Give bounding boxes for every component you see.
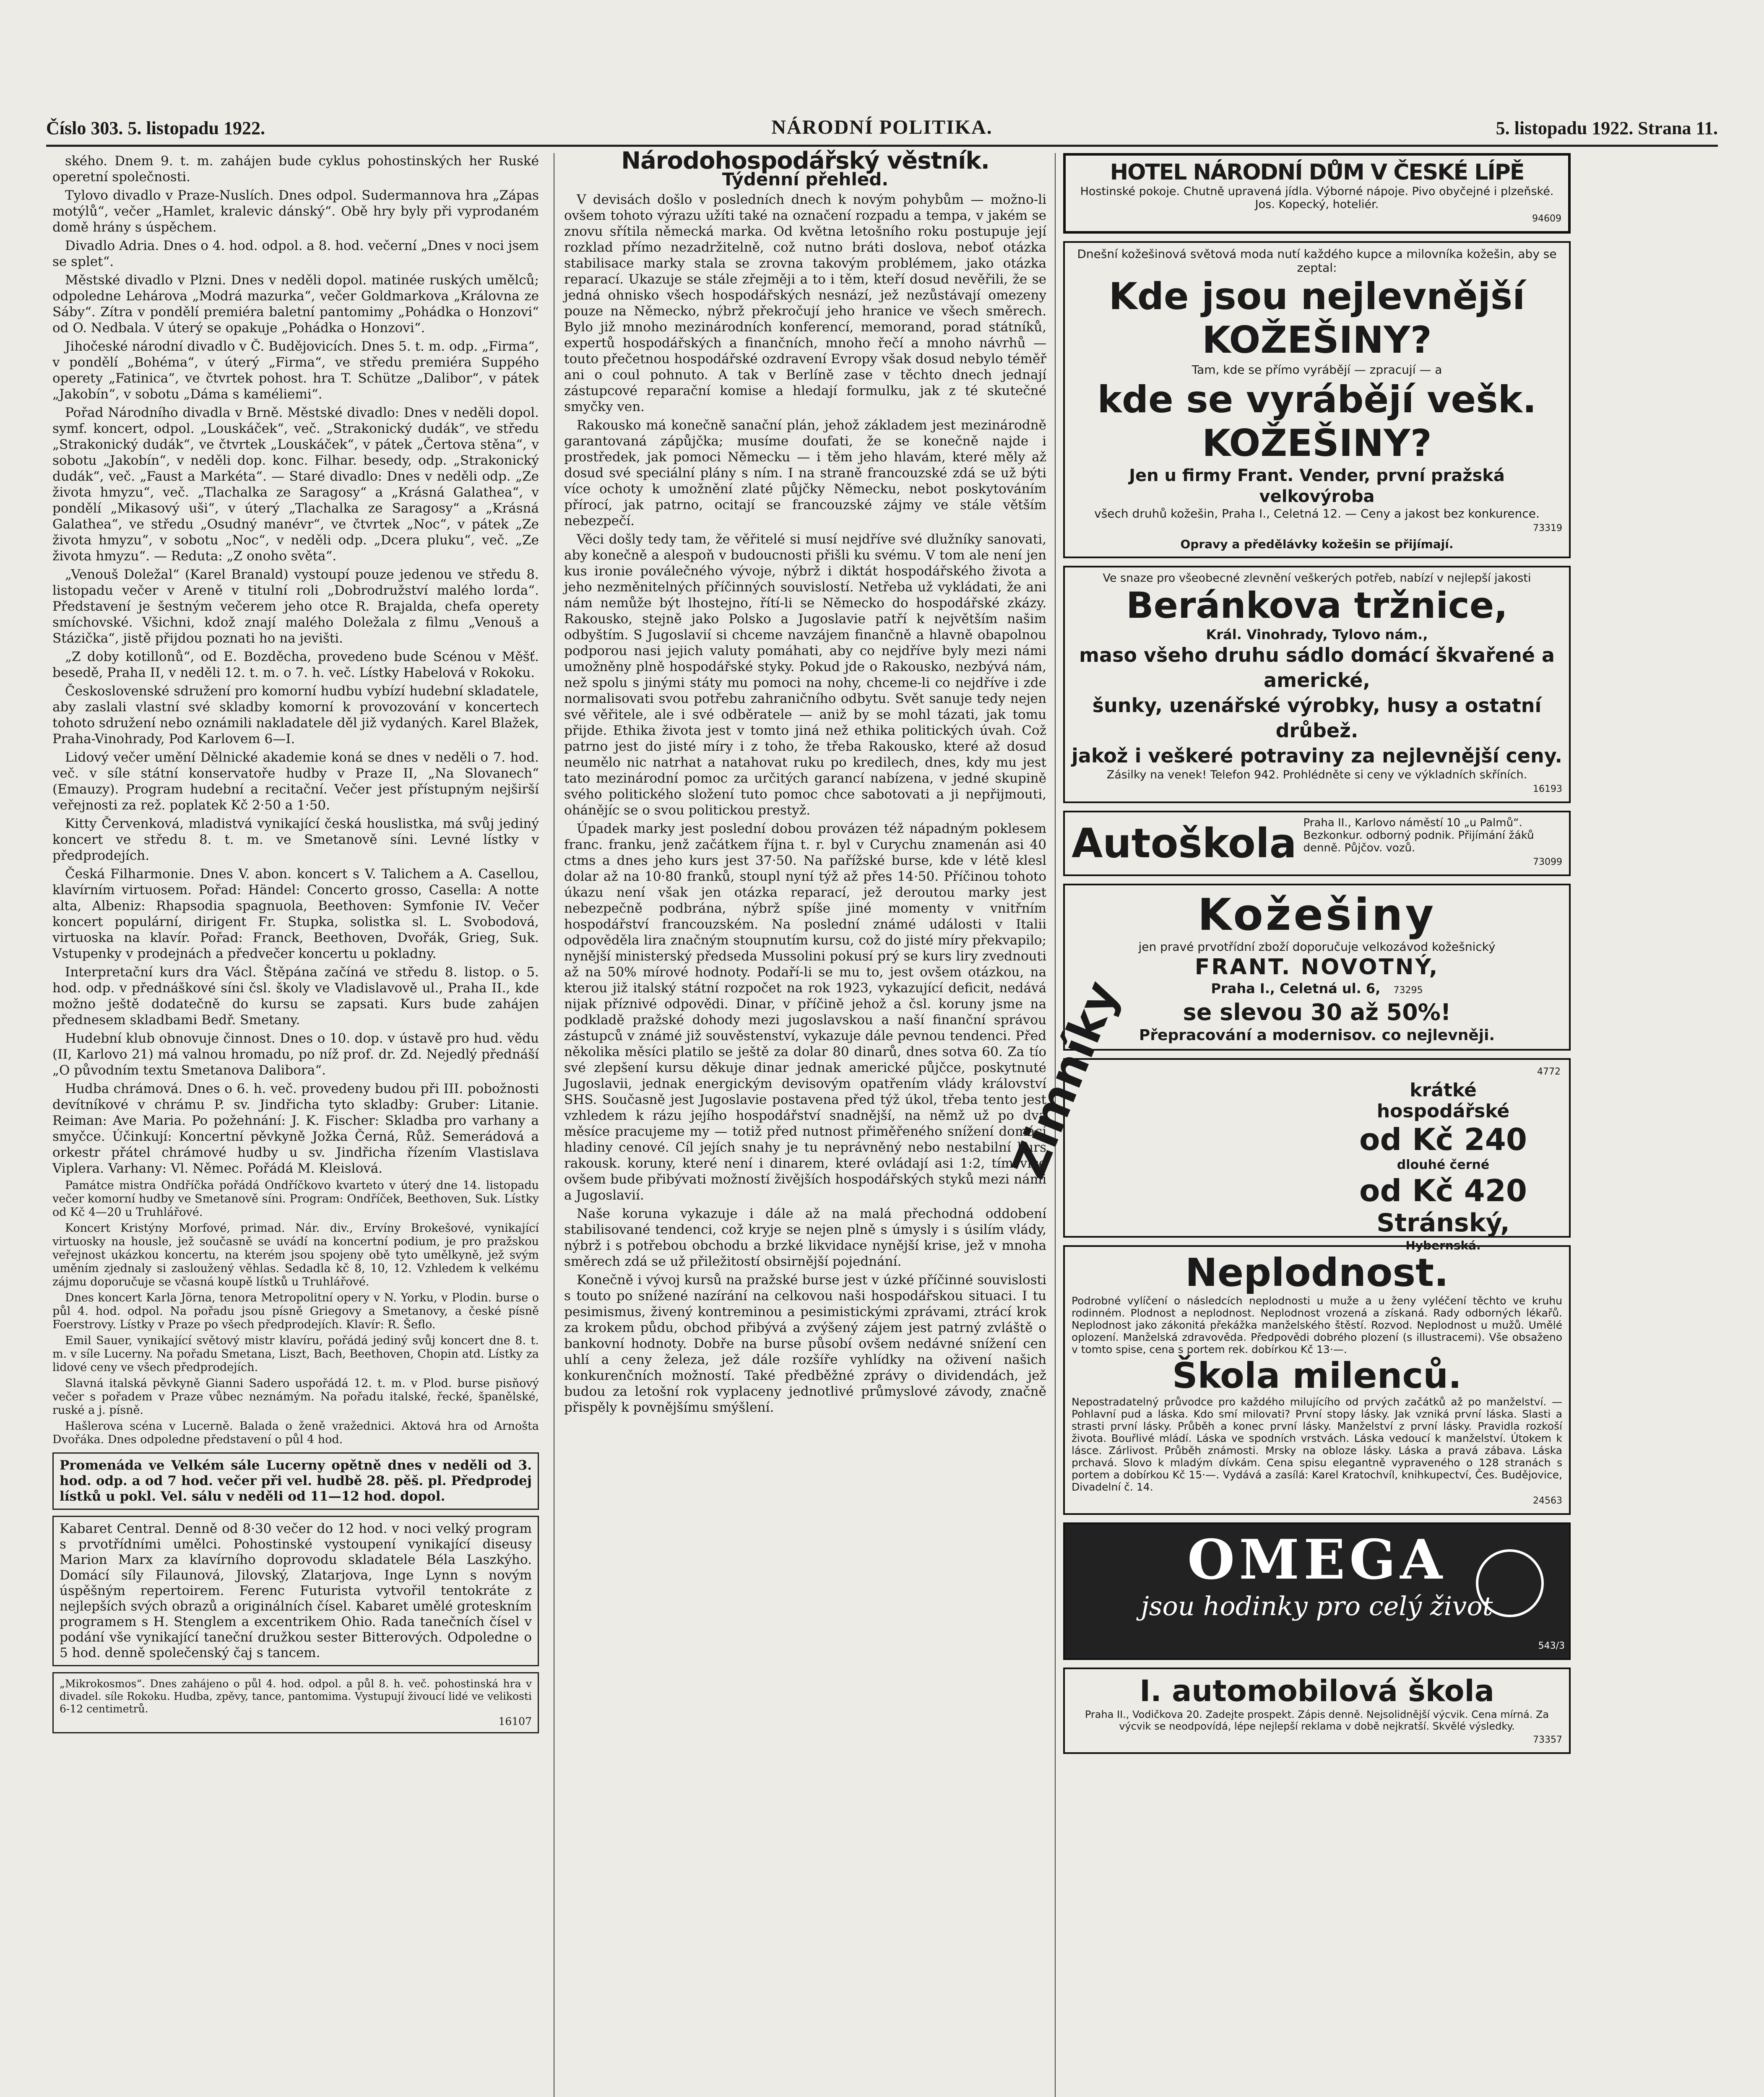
ad-text: Podrobné vylíčení o následcích neplodnosti u muže a u ženy vyléčení těchto ve kruhu rodinném. Plodnost a neplodnost. Neplodnost vrozená a získaná. Rady odborných lékařů. Neplodnost jako zákonitá překážka manželského štěstí. Rozvod. Neplodnost u mužů. Umělé oplození. Manželská zdravověda. Předpovědi dobrého plození (s illustracemi). Vše obsaženo v tomto spise, cena s portem rek. dobírkou Kč 13·—.: [1072, 1295, 1562, 1356]
header-rule: [46, 145, 1718, 147]
article-para: V devisách došlo v posledních dnech k novým pohybům — možno-li ovšem tohoto výrazu užíti také na označení rozpadu a tempa, v jakém se znovu sřítila německá marka. Od května letošního roku postupuje její rozklad přímo nezadržitelně, což nutno bráti doslova, neboť otázka stabilisace marky stala se zrovna takovým problémem, jako otázka reparací. Ukazuje se stále zřejměji a to i těm, kteří dosud nevěřili, že se jedná ohnisko všech hospodářských nesnází, jež nezůstávají omezeny pouze na Německo, nýbrž překročují jeho hranice ve všech směrech. Bylo již mnoho mezinárodních konferencí, memorand, porad státníků, expertů hospodářských a finančních, mnoho řečí a mnoho návrhů — touto přečetnou hospodářské ozdravení Evropy však dosud nebylo téměř ani o coul pohnuto. A tak v Berlíně zase v těchto dnech jednají zástupcové reparační komise a hledají formulku, jak z té skutečné smyčky ven.: [564, 192, 1046, 414]
ad-intro: Ve snaze pro všeobecné zlevnění veškerých potřeb, nabízí v nejlepší jakosti: [1103, 572, 1531, 585]
article-para: Konečně i vývoj kursů na pražské burse jest v úzké příčinné souvislosti s touto po snížené nazírání na celkovou naši hospodářskou situaci. I tu pesimismus, živený kontreminou a pesimistickými zprávami, ztrácí krok za krokem půdu, obchod přibývá a zvýšený zájem jest patrný zvláště o bankovní hodnoty. Dobře na burse působí ovšem nedávné snížení cen uhlí a ceny železa, jež dále rozšíře vyhlídky na oživení našich konkurenčních možností. Také předběžné zprávy o dividendách, jež budou za letošní rok vyplaceny jednotlivé průmyslové závody, značně přispěly k povnějšímu smýšlení.: [564, 1272, 1046, 1415]
article-para: Památce mistra Ondříčka pořádá Ondříčkovo kvarteto v úterý dne 14. listopadu večer komorní hudby ve Smetanově síni. Program: Ondříček, Beethoven, Suk. Lístky od Kč 4—20 u Truhlářové.: [52, 1179, 539, 1219]
article-para: Kitty Červenková, mladistvá vynikající česká houslistka, má svůj jediný koncert ve středu 8. t. m. ve Smetanově síni. Levné lístky v předprodejích.: [52, 816, 539, 863]
ad-text: Tam, kde se přímo vyrábějí — zpracují — a: [1192, 363, 1442, 377]
economy-column: [564, 147, 1046, 2097]
ad-number: 73357: [1533, 1735, 1562, 1745]
ad-intro: Dnešní kožešinová světová moda nutí každého kupce a milovníka kožešin, aby se zeptal:: [1077, 247, 1557, 275]
ad-firm: FRANT. NOVOTNÝ,: [1194, 955, 1439, 980]
culture-column: [52, 153, 539, 2097]
autoskola-ad: [1063, 811, 1571, 876]
autoskola-school-ad: [1063, 1668, 1571, 1754]
article-para: „Z doby kotillonů“, od E. Bozděcha, provedeno bude Scénou v Měšť. besedě, Praha II, v neděli 12. t. m. o 7. h. več. Lístky Habelová v Rokoku.: [52, 649, 539, 680]
mikrokosmos-notice: [52, 1672, 539, 1733]
kabaret-notice: Kabaret Central. Denně od 8·30 večer do 12 hod. v noci velký program s prvotřídními umělci. Pohostinské vystoupení vynikající diseusy Marion Marx za klavírního doprovodu skladatele Béla Laszkýho. Domácí síly Filaunová, Jilovský, Zlatarjova, Inge Lynn s novým úspěšným repertoirem. Ferenc Futurista vytvořil tentokráte z nejlepších svých obrazů a originálních čísel. Kabaret umělé groteskním programem s H. Stenglem a excentrikem Ohio. Rada tanečních čísel v podání vše vynikající taneční družkou sester Bitterových. Odpoledne o 5 hod. denně společenský čaj s tancem.: [52, 1516, 539, 1666]
article-para: Rakousko má konečně sanační plán, jehož základem jest mezinárodně garantovaná zápůjčka; musíme doufati, že se konečně najde i prostředek, jak pomoci Německu — i těm jeho hlavám, které měly až dosud své speciální plány s ním. I na straně francouzské zdá se už býti více ochoty k umožnění zlaté půjčky Německu, nebot poskytováním přírocí, jak patrno, ocitají se francouzské zájmy ve stále větším nebezpečí.: [564, 418, 1046, 528]
ad-number: 24563: [1533, 1496, 1562, 1506]
ad-number: 4772: [1537, 1067, 1561, 1077]
article-para: Hašlerova scéna v Lucerně. Balada o ženě vražednici. Aktová hra od Arnošta Dvořáka. Dnes odpoledne představení o půl 4 hod.: [52, 1420, 539, 1446]
ad-title: Neplodnost.: [1185, 1250, 1449, 1295]
novotny-fur-ad: [1063, 884, 1571, 1051]
article-para: Koncert Kristýny Morfové, primad. Nár. div., Ervíny Brokešové, vynikající virtuosky na housle, jež současně se uvádí na koncertní podium, je pro pražskou veřejnost ukázkou koncertu, na kterém jsou spojeny obě tyto umělkyně, jež svým uměním zjednaly si zasloužený věhlas. Sedadla kč 8, 10, 12. Vzhledem k velkému zájmu doporučuje se včasná koupě lístků u Truhlářové.: [52, 1222, 539, 1288]
ad-text: všech druhů kožešin, Praha I., Celetná 12. — Ceny a jakost bez konkurence.: [1094, 507, 1540, 520]
neplodnost-book-ad: [1063, 1245, 1571, 1515]
article-para: Naše koruna vykazuje i dále až na malá přechodná oddobení stabilisované tendenci, což kryje se nejen plně s úmysly i s úsilím vlády, nýbrž i s potřebou obchodu a brzké likvidace nynější krise, jež v mnoha směrech zdá se už přiležitostí obsirnější pojednání.: [564, 1206, 1046, 1269]
ad-number: 94609: [1532, 213, 1561, 224]
article-para: Emil Sauer, vynikající světový mistr klavíru, pořádá jediný svůj koncert dne 8. t. m. v síle Lucerny. Na pořadu Smetana, Liszt, Bach, Beethoven, Chopin atd. Lístky za lidové ceny ve všech předprodejích.: [52, 1334, 539, 1374]
article-para: ského. Dnem 9. t. m. zahájen bude cyklus pohostinských her Ruské operetní společnosti.: [52, 154, 539, 185]
article-para: Dnes koncert Karla Jörna, tenora Metropolitní opery v N. Yorku, v Plodin. burse o půl 4. hod. odpol. Na pořadu jsou písně Griegovy a Smetanovy, a české písně Foerstrovy. Lístky v Praze po všech předprodejích. Klavír: R. Šeflo.: [52, 1291, 539, 1331]
ad-number: 16193: [1533, 784, 1562, 794]
ad-address-text: Praha I., Celetná ul. 6,: [1211, 981, 1381, 996]
article-para: Interpretační kurs dra Václ. Štěpána začíná ve středu 8. listop. o 5. hod. odp. v přednáškové síni čsl. školy ve Vladislavově ul., Praha II., kde možno ještě dodatečně do kursu se zapsati. Kurs bude zahájen přednesem skladbami Bedř. Smetany.: [52, 965, 539, 1028]
ad-line: šunky, uzenářské výrobky, husy a ostatní drůbež.: [1092, 694, 1542, 742]
article-para: Lidový večer umění Dělnické akademie koná se dnes v neděli o 7. hod. več. v síle státní konservatoře hudby v Praze II, „Na Slovanech“ (Emauzy). Program hudební a recitační. Večer jest přístupným nejširší veřejnosti za rež. poplatek Kč 2·50 a 1·50.: [52, 750, 539, 813]
ad-address: Král. Vinohrady, Tylovo nám.,: [1206, 627, 1428, 643]
ad-body: [1326, 1064, 1561, 1254]
ad-line: krátké: [1410, 1080, 1477, 1101]
ad-line: hospodářské: [1376, 1101, 1510, 1122]
ad-headline: kde se vyrábějí vešk. KOŽEŠINY?: [1097, 378, 1537, 465]
ad-title: I. automobilová škola: [1140, 1674, 1494, 1708]
ad-body: [1303, 817, 1562, 870]
mikrokosmos-text: „Mikrokosmos“. Dnes zahájeno o půl 4. hod. odpol. a půl 8. h. več. pohostinská hra v divadel. síle Rokoku. Hudba, zpěvy, tance, pantomima. Vystupují živoucí lidé ve velikosti 6-12 centimetrů.: [60, 1678, 532, 1715]
article-para: Věci došly tedy tam, že věřitelé si musí nejdříve své dlužníky sanovati, aby konečně a alespoň v budoucnosti přišli ku svému. V tom ale není jen kus ironie poválečného vývoje, nýbrž i diktát hospodářského života a jeho nezměnitelných příčinných souvislostí. Netřeba už vykládati, že ani nám nemůže být lhostejno, řítí-li se Německo do hospodářské zkázy. Rakousko, stejně jako Polsko a Jugoslavie patří k největším našim odbyštím. S Jugoslavií si chceme navzájem finančně a hlavně obapolnou podporou nasi jejich valuty pomáhati, aby co nejdříve byly mezi námi umožněny plně hospodářské styky. Pokud jde o Rakousko, nezbývá nám, než spolu s jinými státy mu pomoci na nohy, chceme-li co nejdříve i zde normalisovati svou potřebu zahraničního odbytu. Svět sanuje tedy nejen své věřitele, ale i své odběratele — aniž by se mohl tázati, jak tomu přijde. Ethika života jest v tomto jiná než ethika politických úvah. Což patrno jest do jisté míry i z toho, že třeba Rakousko, které až dosud neumělo nic natrhat a natahovat ruku po kredilech, dnes, kdy mu jest tato mezinárodní pomoc za určitých garancí nabízena, v jedné skupině svého politického složení tuto pomoc chce sabotovati a ji nepřijmouti, ohánějíc se o svou politickou prestyž.: [564, 532, 1046, 818]
ad-number: 16107: [498, 1715, 532, 1728]
article-para: Hudební klub obnovuje činnost. Dnes o 10. dop. v ústavě pro hud. vědu (II, Karlovo 21) má valnou hromadu, po níž prof. dr. Zd. Nejedlý přednáší „O původním textu Smetanova Dalibora“.: [52, 1031, 539, 1078]
ad-text: Opravy a předělávky kožešin se přijímají.: [1180, 537, 1454, 551]
ad-discount: se slevou 30 až 50%!: [1183, 999, 1451, 1025]
ad-text: Praha II., Karlovo náměstí 10 „u Palmů“. Bezkonkur. odborný podnik. Přijímání žáků denně. Půjčov. vozů.: [1303, 817, 1534, 854]
ad-line: dlouhé černé: [1397, 1158, 1490, 1172]
ad-price: od Kč 420: [1359, 1173, 1527, 1208]
page-header: [46, 113, 1718, 147]
ad-number: 543/3: [1538, 1641, 1565, 1651]
article-para: Československé sdružení pro komorní hudbu vybízí hudební skladatele, aby zaslali vlastní své skladby komorní k provozování v koncertech tohoto sdružení nebo oznámili nakladatele děl již vydaných. Karel Blažek, Praha-Vinohrady, Pod Karlovem 6—I.: [52, 684, 539, 747]
beranek-market-ad: [1063, 566, 1571, 803]
ad-slogan: jsou hodinky pro celý život: [1141, 1591, 1493, 1621]
ad-firm: Stránský,: [1376, 1208, 1510, 1238]
ad-number: 73319: [1533, 523, 1562, 533]
page-date-number: 5. listopadu 1922. Strana 11.: [1496, 118, 1718, 138]
ad-text: Nepostradatelný průvodce pro každého milujícího od prvých začátků až po manželství. — Pohlavní pud a láska. Kdo smí milovati? První stopy lásky. Jak vzniká první láska. Slasti a strasti první lásky. Průběh a konec první lásky. Manželství z první lásky. Pravidla rozkoší života. Bouřlivé mládí. Láska ve spodních vrstvách. Láska vedoucí k manželství. Útokem k lásce. Zárlivost. Průběh známosti. Mrsky na obloze lásky. Láska a pravá zábava. Láska prchavá. Slovo k mladým dívkám. Cena spisu elegantně vypraveného o 128 stranách s portem a dobírkou Kč 15·—. Vydává a zasílá: Karel Kratochvíl, knihkupectví, Čes. Budějovice, Divadelní č. 14.: [1072, 1396, 1562, 1493]
ads-column: [1002, 153, 1571, 2097]
article-para: Divadlo Adria. Dnes o 4. hod. odpol. a 8. hod. večerní „Dnes v noci jsem se splet“.: [52, 238, 539, 269]
article-para: Jihočeské národní divadlo v Č. Budějovicích. Dnes 5. t. m. odp. „Firma“, v pondělí „Bohéma“, v úterý „Firma“, ve středu premiéra Suppého operety „Fatinica“, ve čtvrtek pohost. hra T. Schütze „Dalibor“, v pátek „Jakobín“, v sobotu „Dáma s kaméliemi“.: [52, 339, 539, 402]
ad-number: 73295: [1393, 985, 1423, 996]
vender-fur-ad: [1063, 241, 1571, 558]
article-para: „Venouš Doležal“ (Karel Branald) vystoupí pouze jedenou ve středu 8. listopadu večer v Areně v titulní roli „Dobrodružství malého lorda“. Představení je šestným večerem jeho otce R. Brajalda, chefa operety smíchovské. Všichni, kdož znají malého Doležala z filmu „Venouš a Stázička“, jistě přijdou poznati ho na jevišti.: [52, 567, 539, 646]
issue-number: Číslo 303. 5. listopadu 1922.: [46, 118, 265, 138]
ad-title: OMEGA: [1187, 1527, 1447, 1592]
article-para: Česká Filharmonie. Dnes V. abon. koncert s V. Talichem a A. Casellou, klavírním virtuosem. Pořad: Händel: Concerto grosso, Casella: A notte alta, Albeniz: Rhapsodia spagnuola, Beethoven: Symfonie IV. Večer koncert populární, dirigent Fr. Stupka, solistka sl. L. Svobodová, virtuoska na klavír. Pořad: Franck, Beethoven, Dvořák, Grieg, Suk. Vstupenky v prodejnách a předvečer koncertu u pokladny.: [52, 866, 539, 961]
omega-watch-ad: [1063, 1522, 1571, 1660]
article-para: Úpadek marky jest poslední dobou provázen též nápadným poklesem franc. franku, jenž začátkem října t. r. byl v Curychu znamenán asi 40 ctms a dnes jeho kurs jest 37·50. Na pařížské burse, kde v létě klesl dolar až na 10·80 franků, stoupl nyní týž až přes 14·50. Příčinou tohoto úkazu není však jen otázka reparací, jež deroutou marky jest nebezpečně podbrána, nýbrž spíše jiné momenty v vnitřním hospodářství francouzském. Na poslední známé události v Italii odpověděla lira značným stoupnutím kursu, což do jisté míry překvapilo; nynější ministerský předseda Mussolini pokusí prý se kurs liry zvednouti až na 50% mírové hodnoty. Podaří-li se mu to, jest ovšem otázkou, na kterou již italský státní rozpočet na rok 1923, vykazující deficit, nedává nijak příznivé odpovědi. Dinar, v příčině jehož a čsl. koruny jsme na podkladě pražské dohody mezi jugoslavskou a naší finanční správou zástupců v známé již souvěstenství, vykazuje dále pevnou tendenci. Před několika měsíci platilo se ještě za dolar 80 dinarů, dnes sotva 60. Za tío své zlepšení kursu děkuje dinar jednak americké půjčce, poskytnuté Jugoslavii, jednak energickým devisovým opatřením vlády království SHS. Současně jest Jugoslavie postavena před týž úkol, třeba tento jest vzhledem k rázu jejího hospodářství snadnější, na němž už po dva měsíce pracujeme my — totiž před nutnost přiměřeného snížení domácí hladiny cenové. Cíl jejích snahy je tu neprávněný nebo nestabilní kurs rakousk. koruny, které není i dinarem, které ovládají asi 1:2, tím více ovšem bude přibývati možností živějších hospodářských styků mezi námi a Jugoslavií.: [564, 821, 1046, 1203]
ad-line: jakož i veškeré potraviny za nejlevnější ceny.: [1072, 744, 1562, 767]
ad-text: jen pravé prvotřídní zboží doporučuje velkozávod kožešnický: [1138, 940, 1496, 954]
ad-title: Autoškola: [1072, 820, 1297, 867]
article-para: Městské divadlo v Plzni. Dnes v neděli dopol. matinée ruských umělců; odpoledne Lehárova „Modrá mazurka“, večer Goldmarkova „Královna ze Sáby“. Zítra v pondělí premiéra baletní pantomimy „Pohádka o Honzovi“ od O. Nedbala. V úterý se opakuje „Pohádka o Honzovi“.: [52, 273, 539, 336]
promenada-notice: Promenáda ve Velkém sále Lucerny opětně dnes v neděli od 3. hod. odp. a od 7 hod. večer při vel. hudbě 28. pěš. pl. Předprodej lístků u pokl. Vel. sálu v neděli od 11—12 hod. dopol.: [52, 1452, 539, 1510]
ad-text: Zásilky na venek! Telefon 942. Prohlédněte si ceny ve výkladních skříních.: [1106, 768, 1527, 781]
masthead-title: NÁRODNÍ POLITIKA.: [771, 116, 993, 138]
ad-number: 73099: [1533, 857, 1562, 867]
ad-title: Kožešiny: [1197, 889, 1436, 940]
ad-firm: Jen u firmy Frant. Vender, první pražská velkovýroba: [1129, 466, 1505, 506]
ad-text: Hostinské pokoje. Chutně upravená jídla. Výborné nápoje. Pivo obyčejné i plzeňské. Jos. Kopecký, hoteliér.: [1080, 185, 1554, 211]
ad-headline: Kde jsou nejlevnější KOŽEŠINY?: [1108, 275, 1525, 362]
ad-text: Praha II., Vodičkova 20. Zadejte prospekt. Zápis denně. Nejsolidnější výcvik. Cena mírná. Za výcvik se neodpovídá, lépe nejlepší reklama v době nejkratší. Skvělé výsledky.: [1085, 1709, 1549, 1732]
ad-title: Beránkova tržnice,: [1126, 585, 1508, 627]
section-title: Národohospodářský věstník.: [621, 147, 989, 174]
ad-address: Hybernská.: [1405, 1238, 1481, 1252]
ad-title: Škola milenců.: [1172, 1355, 1462, 1396]
hotel-ad: [1063, 153, 1571, 234]
ad-address: [1072, 981, 1562, 999]
article-para: Pořad Národního divadla v Brně. Městské divadlo: Dnes v neděli dopol. symf. koncert, odpol. „Louskáček“, več. „Strakonický dudák“, ve středu „Strakonický dudák“, ve čtvrtek „Louskáček“, v pátek „Čertova stěna“, v sobotu „Jakobín“, v neděli dop. konc. Filhar. besedy, odp. „Strakonický dudák“, več. „Faust a Markéta“. — Staré divadlo: Dnes v neděli odp. „Ze života hmyzu“, več. „Tlachalka ze Saragosy“ a „Krásná Galathea“, v pondělí „Mikasový uši“, v úterý „Tlachalka ze Saragosy“ a „Krásná Galathea“, ve středu „Osudný manévr“, ve čtvrtek „Noc“, v pátek „Ze života hmyzu“, v sobotu „Noc“, v neděli odp. „Dcera pluku“, več. „Ze života hmyzu“. — Reduta: „Z onoho světa“.: [52, 405, 539, 564]
ad-price: od Kč 240: [1359, 1122, 1527, 1157]
section-subtitle: Týdenní přehled.: [722, 169, 889, 190]
article-para: Tylovo divadlo v Praze-Nuslích. Dnes odpol. Sudermannova hra „Zápas motýlů“, večer „Hamlet, kralevic dánský“. Obě hry byly při vyprodaném domě hrány s úspěchem.: [52, 188, 539, 235]
ad-line: maso všeho druhu sádlo domácí škvařené a americké,: [1079, 644, 1555, 692]
watch-icon: [1476, 1549, 1544, 1617]
article-para: Slavná italská pěvkyně Gianni Sadero uspořádá 12. t. m. v Plod. burse pisňový večer s pořadem v Praze vůbec neznámým. Na pořadu italské, řecké, španělské, ruské a j. písně.: [52, 1377, 539, 1417]
article-para: Hudba chrámová. Dnes o 6. h. več. provedeny budou při III. pobožnosti devítníkové v chrámu P. sv. Jindřicha tyto skladby: Gruber: Litanie. Reiman: Ave Maria. Po požehnání: J. K. Fischer: Skladba pro varhany a smyčce. Účinkují: Koncertní pěvkyně Jožka Černá, Růž. Semerádová a orkestr přátel chrámové hudby u sv. Jindřicha řízením Vlastislava Viplera. Varhany: Vl. Němec. Pořádá M. Kleislová.: [52, 1081, 539, 1176]
ad-text: Přepracování a modernisov. co nejlevněji.: [1139, 1027, 1495, 1044]
ad-vertical-title: Zimníky: [1002, 973, 1129, 1186]
ad-title: HOTEL NÁRODNÍ DŮM V ČESKÉ LÍPĚ: [1110, 160, 1524, 185]
